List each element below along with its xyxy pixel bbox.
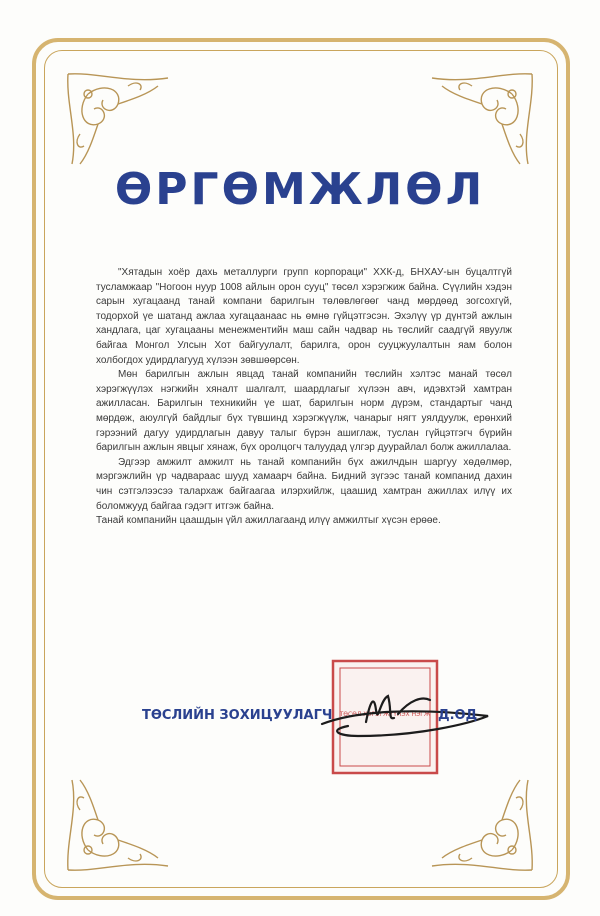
signer-title: ТӨСЛИЙН ЗОХИЦУУЛАГЧ [142, 708, 333, 723]
body-paragraph: Эдгээр амжилт амжилт нь танай компанийн бүх ажилчдын шаргуу хөдөлмөр, мэргэжлийн үр чадвараас шууд хамаарч байна. Бидний зүгээс танай компанид дахин чин сэтгэлээсээ талархаж байгаагаа илэрхийлж, цаашид хамтран ажиллах илүү их боломжууд байгаа гэдэгт итгэж байна. [96, 456, 512, 512]
bottom-right-ornament-icon [422, 770, 542, 880]
body-paragraph: Мөн барилгын ажлын явцад танай компанийн төслийн хэлтэс манай төсөл хэрэгжүүлэх нэгжийн хяналт шалгалт, шаардлагыг хүлээн авч, идэвхтэй хамтран ажилласан. Барилгын техникийн үе шат, барилгын норм дүрэм, стандартыг чанд мөрдөж, аюулгүй байдлыг бүх түвшинд хэрэгжүүлж, чанарыг нягт уялдуулж, ерөнхий гэрээний дагуу удирдлагын давуу талыг бүрэн ашиглаж, туслан гүйцэтгэгч бүрийн барилгын ажлын явцыг хянаж, бүх оролцогч талуудад үлгэр дуурайлал болж ажиллалаа. [96, 369, 512, 454]
stamp-text: ТӨСӨЛ ХЭРЭГЖҮҮЛЭХ НЭГЖ [339, 711, 431, 718]
certificate-title: ӨРГӨМЖЛӨЛ [114, 164, 486, 215]
bottom-left-ornament-icon [58, 770, 178, 880]
body-paragraph: Танай компанийн цаашдын үйл ажиллагаанд илүү амжилтыг хүсэн ерөөе. [96, 515, 441, 527]
body-paragraph: "Хятадын хоёр дахь металлурги групп корпораци" ХХК-д, БНХАУ-ын буцалтгүй тусламжаар "Ногоон нуур 1008 айлын орон сууц" төсөл хэрэгжиж байна. Сүүлийн хэдэн сарын хугацаанд танай компани барилгын төлөвлөгөөг чанд мөрдөөд зогсохгүй, тодорхой үе шатанд ажлаа хугацаанаас нь өмнө гүйцэтгэсэн. Эхэлүү үр дүнтэй ажлын хандлага, цаг хугацааны менежментийн маш сайн чадвар нь төслийг саадгүй явуулж байгаа Монгол Улсын Хот байгуулалт, барилга, орон сууцжуулалтын яам болон холбогдох удирдлагууд хүлээн зөвшөөрсөн. [96, 267, 512, 366]
signer-name: Д.ОД [438, 708, 478, 723]
certificate-body [96, 266, 512, 529]
top-left-ornament-icon [58, 64, 178, 174]
top-right-ornament-icon [422, 64, 542, 174]
